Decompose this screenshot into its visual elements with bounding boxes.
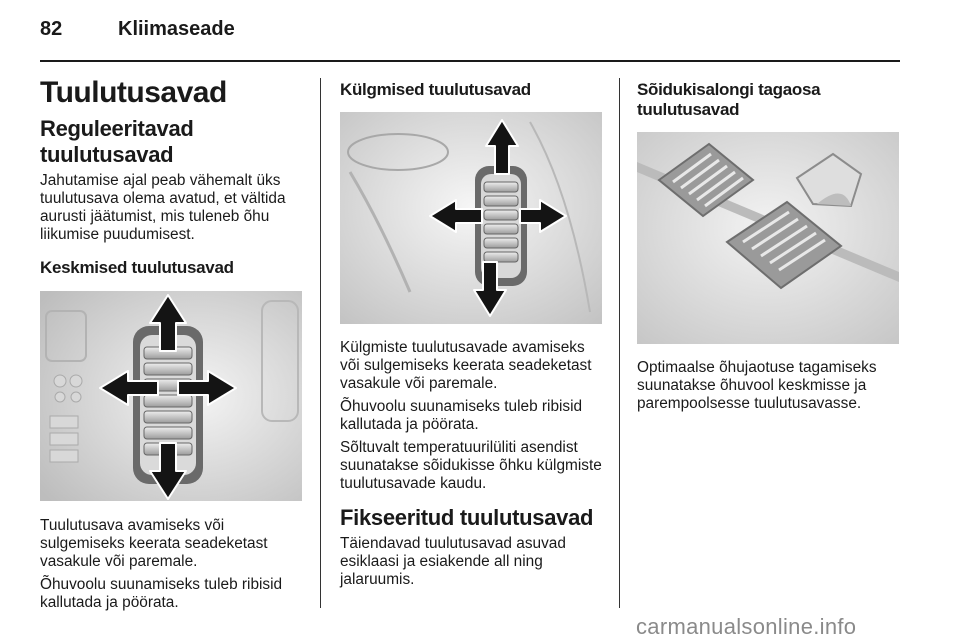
section-title: Kliimaseade (118, 18, 235, 40)
fixed-vents-paragraph: Täiendavad tuulutusavad asuvad esiklaasi ja esiakende all ning jalaruumis. (340, 535, 566, 588)
side-vents-paragraph-3: Sõltuvalt temperatuurilüliti asendist suunatakse sõidukisse õhku külgmiste tuulutusavade kaudu. (340, 439, 602, 492)
fixed-vents-heading: Fikseeritud tuulutusavad (340, 505, 594, 530)
column-2 (340, 76, 605, 589)
side-vent-illustration (340, 112, 602, 324)
center-vents-paragraph-2: Õhuvoolu suunamiseks tuleb ribisid kallutada ja pöörata. (40, 576, 283, 611)
column-divider-2 (619, 78, 620, 608)
side-vents-paragraph-1: Külgmiste tuulutusavade avamiseks või sulgemiseks keerata seadeketast vasakule või paremale. (340, 339, 592, 392)
center-vent-illustration (40, 291, 302, 501)
intro-paragraph: Jahutamise ajal peab vähemalt üks tuulutusava olema avatud, et vältida aurusti jäätumist, mis tuleneb õhu liikumise puudumisest. (40, 172, 286, 243)
rear-vent-illustration (637, 132, 899, 344)
page-title: Tuulutusavad (40, 76, 227, 109)
rear-vents-paragraph: Optimaalse õhujaotuse tagamiseks suunatakse õhuvool keskmisse ja parempoolsesse tuulutusavasse. (637, 359, 877, 412)
page-number: 82 (40, 18, 63, 40)
watermark: carmanualsonline.info (636, 614, 857, 639)
center-vents-heading: Keskmised tuulutusavad (40, 258, 234, 277)
side-vents-heading: Külgmised tuulutusavad (340, 80, 531, 99)
column-divider-1 (320, 78, 321, 608)
center-vents-paragraph-1: Tuulutusava avamiseks või sulgemiseks keerata seadeketast vasakule või paremale. (40, 517, 268, 570)
column-3 (637, 76, 902, 413)
side-vents-paragraph-2: Õhuvoolu suunamiseks tuleb ribisid kallutada ja pöörata. (340, 398, 583, 433)
column-1 (40, 76, 305, 612)
rear-vents-heading: Sõidukisalongi tagaosa tuulutusavad (637, 80, 821, 119)
header-rule (40, 60, 900, 62)
subtitle: Reguleeritavad tuulutusavad (40, 116, 194, 167)
